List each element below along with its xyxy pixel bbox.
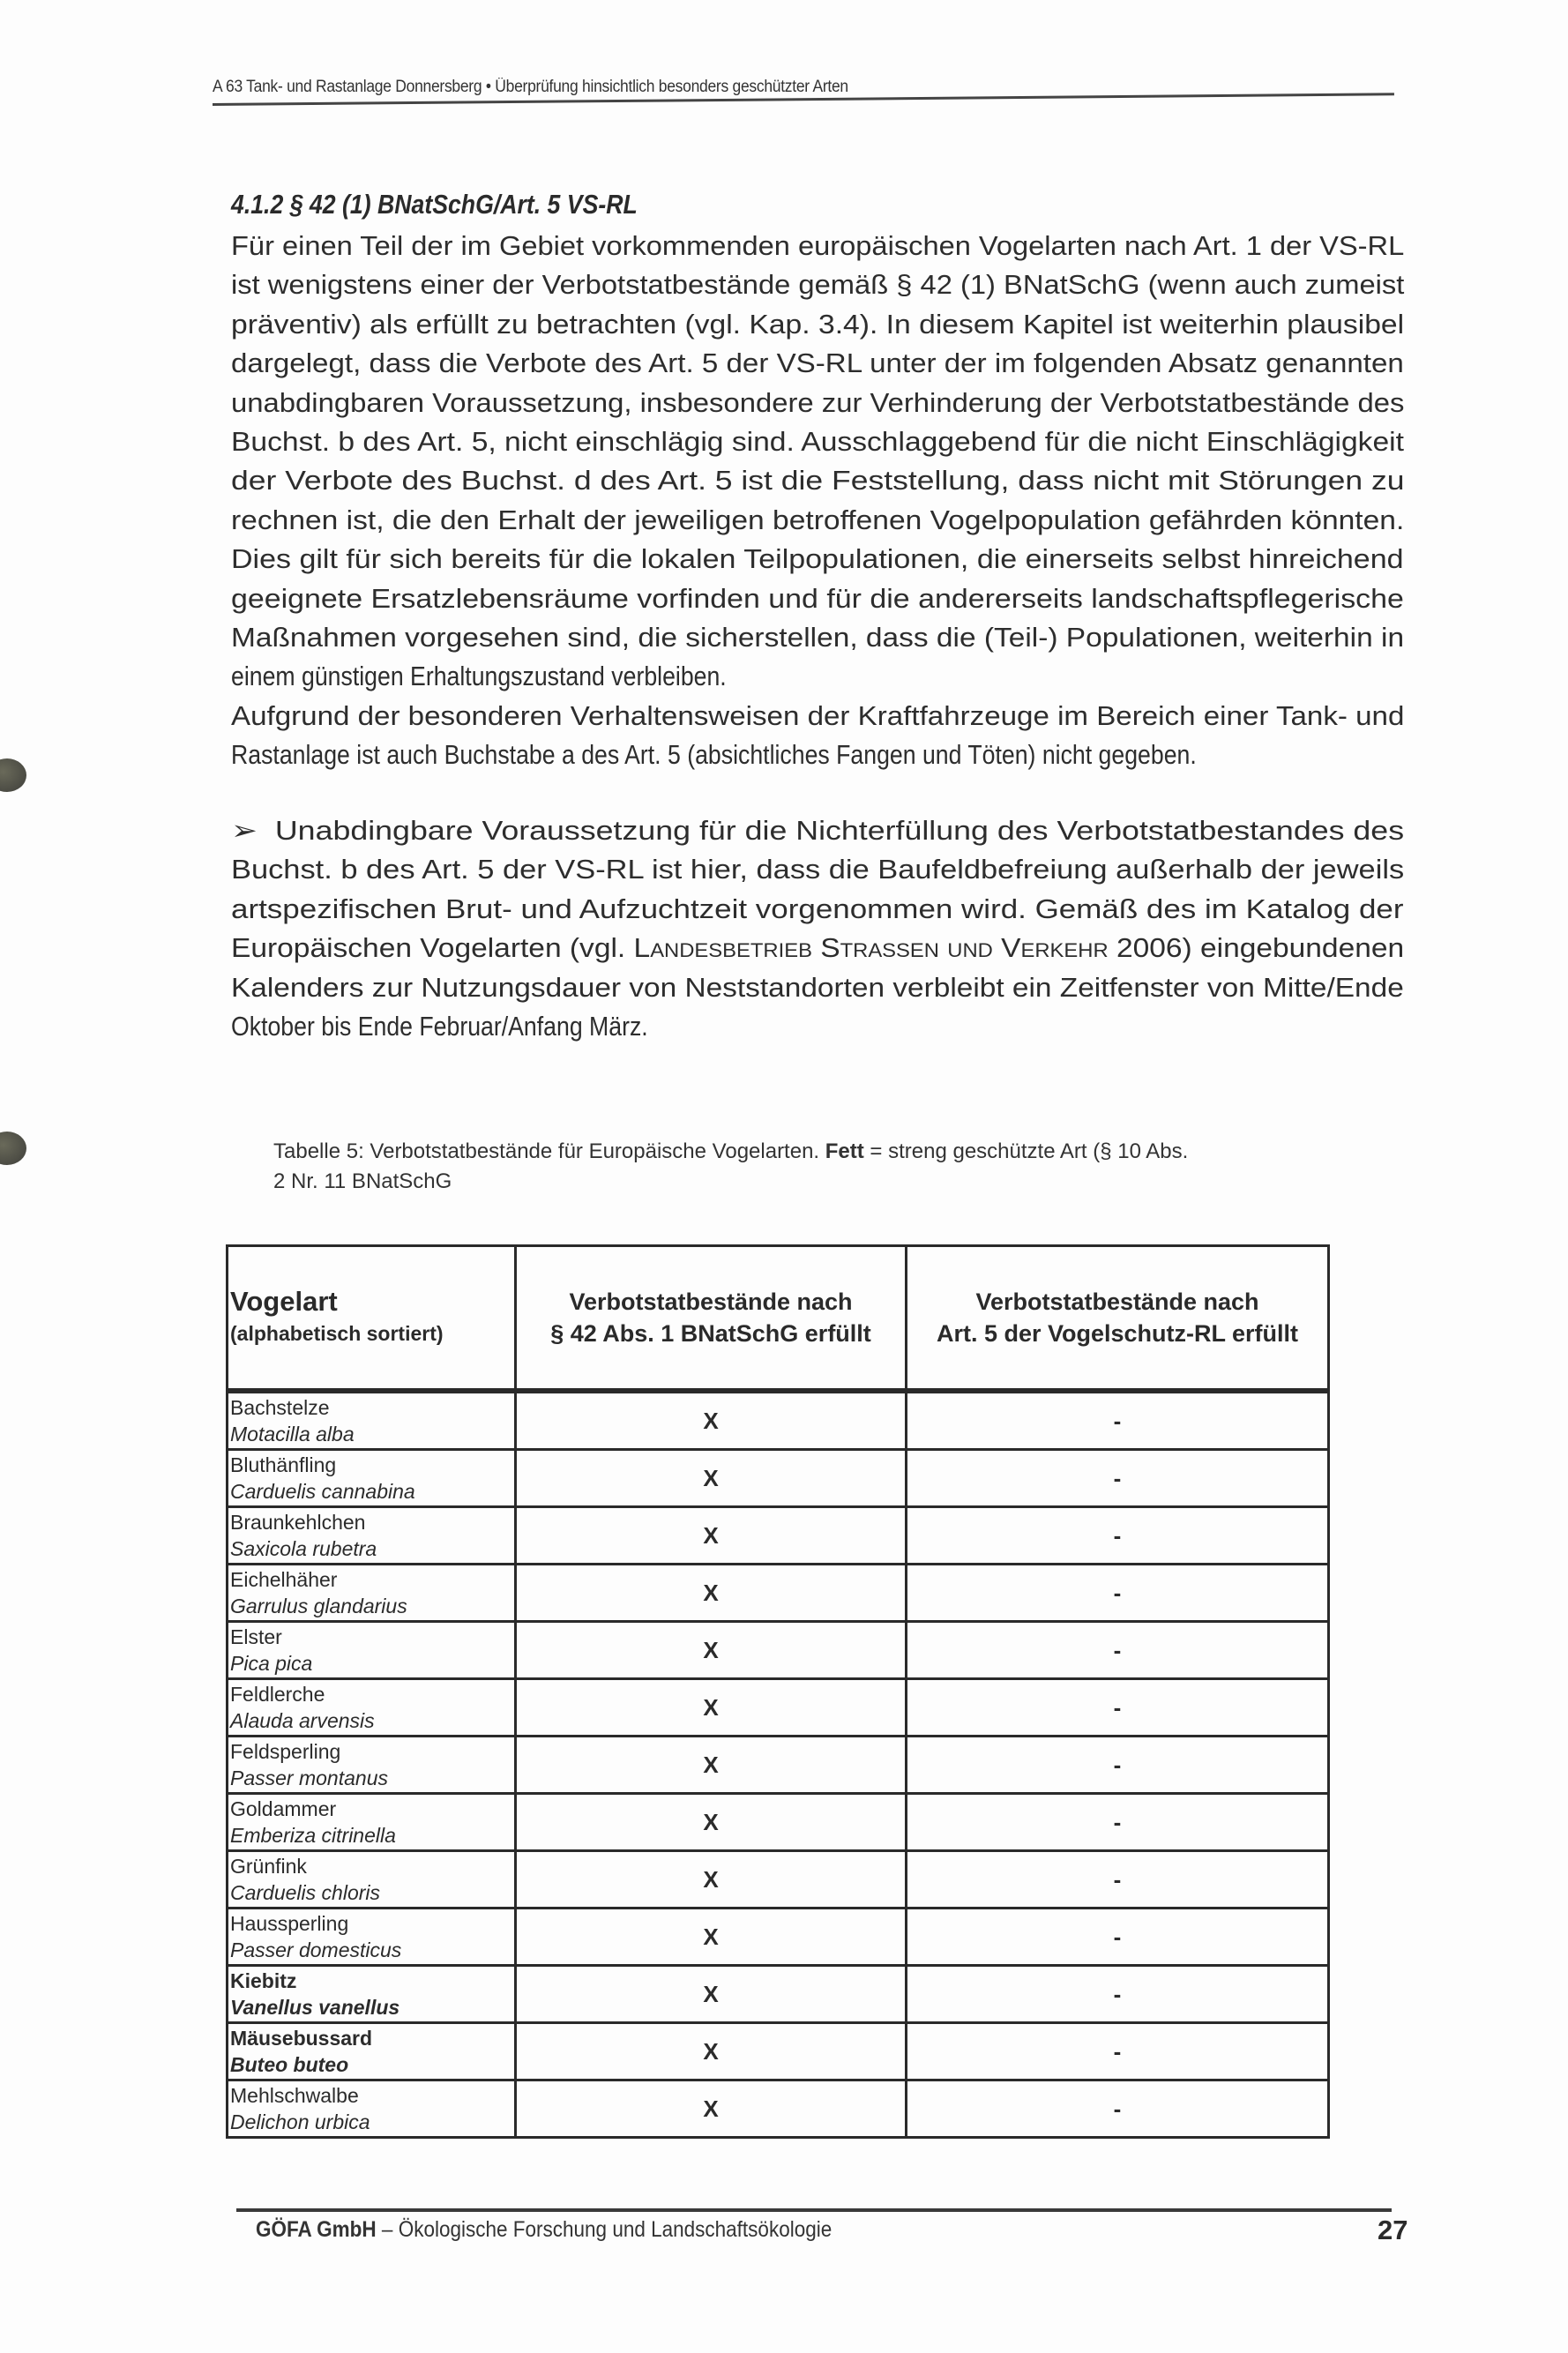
bnatschg-status: X <box>516 1851 907 1909</box>
species-latin-name: Delichon urbica <box>230 2110 370 2133</box>
paragraph-main-line-12: einem günstigen Erhaltungszustand verbleiben. <box>231 661 727 692</box>
species-latin-name: Garrulus glandarius <box>230 1595 407 1617</box>
paragraph-main-line-9: Dies gilt für sich bereits für die lokalen Teilpopulationen, die einerseits selbst hinreichend <box>231 543 1404 575</box>
vsrl-status: - <box>907 1391 1329 1450</box>
species-latin-name: Buteo buteo <box>230 2053 349 2076</box>
footer: GÖFA GmbH – Ökologische Forschung und Landschaftsökologie <box>256 2217 833 2242</box>
bullet-line-4: Europäischen Vogelarten (vgl. Landesbetrieb Straßen und Verkehr 2006) eingebundenen <box>231 932 1405 964</box>
paragraph-main-line-2: ist wenigstens einer der Verbotstatbestände gemäß § 42 (1) BNatSchG (wenn auch zumeist <box>231 269 1405 301</box>
species-german-name: Bachstelze <box>230 1396 330 1419</box>
table-caption: Tabelle 5: Verbotstatbestände für Europäische Vogelarten. Fett = streng geschützte Art (§ 10 Abs. 2 Nr. 11 BNatSchG <box>273 1139 1189 1193</box>
species-german-name: Bluthänfling <box>230 1453 337 1476</box>
footer-rule <box>236 2208 1392 2212</box>
species-german-name: Kiebitz <box>230 1969 297 1992</box>
vsrl-status: - <box>907 2080 1329 2138</box>
paragraph-main-line-7: der Verbote des Buchst. d des Art. 5 ist die Feststellung, dass nicht mit Störungen zu <box>231 465 1405 497</box>
section-heading: 4.1.2 § 42 (1) BNatSchG/Art. 5 VS-RL <box>231 189 638 220</box>
species-latin-name: Motacilla alba <box>230 1423 355 1445</box>
bullet-line-5: Kalenders zur Nutzungsdauer von Neststandorten verbleibt ein Zeitfenster von Mitte/Ende <box>231 971 1404 1003</box>
species-german-name: Eichelhäher <box>230 1568 338 1591</box>
bnatschg-status: X <box>516 1391 907 1450</box>
bnatschg-status: X <box>516 1737 907 1794</box>
paragraph-vehicles <box>231 697 1404 775</box>
species-cell <box>228 1622 516 1679</box>
bnatschg-status: X <box>516 1507 907 1565</box>
species-latin-name: Carduelis cannabina <box>230 1480 415 1503</box>
paragraph-vehicles-line-1: Aufgrund der besonderen Verhaltensweisen der Kraftfahrzeuge im Bereich einer Tank- und <box>231 700 1405 731</box>
table-row <box>228 1679 1329 1737</box>
table-row <box>228 1507 1329 1565</box>
vsrl-status: - <box>907 1851 1329 1909</box>
paragraph-main-line-5: unabdingbaren Voraussetzung, insbesondere zur Verhinderung der Verbotstatbestände des <box>231 386 1405 418</box>
table-row <box>228 1450 1329 1507</box>
bnatschg-status: X <box>516 1565 907 1622</box>
table-row <box>228 2023 1329 2080</box>
bullet-line-2: Buchst. b des Art. 5 der VS-RL ist hier, dass die Baufeldbefreiung außerhalb der jeweils <box>231 854 1405 885</box>
paragraph-main-line-8: rechnen ist, die den Erhalt der jeweiligen betroffenen Vogelpopulation gefährden könnten. <box>231 504 1405 535</box>
species-cell <box>228 1507 516 1565</box>
bnatschg-status: X <box>516 2023 907 2080</box>
bnatschg-status: X <box>516 1450 907 1507</box>
species-german-name: Mäusebussard <box>230 2027 373 2050</box>
bullet-line-1: ➢ Unabdingbare Voraussetzung für die Nichterfüllung des Verbotstatbestandes des <box>231 815 1405 846</box>
vsrl-status: - <box>907 1966 1329 2023</box>
bullet-requirement <box>231 811 1404 1046</box>
header-bnatschg: Verbotstatbestände nach § 42 Abs. 1 BNatSchG erfüllt <box>516 1246 907 1392</box>
species-cell <box>228 1565 516 1622</box>
species-latin-name: Pica pica <box>230 1652 313 1675</box>
bnatschg-status: X <box>516 1622 907 1679</box>
header-species: Vogelart (alphabetisch sortiert) <box>228 1246 516 1392</box>
vsrl-status: - <box>907 1622 1329 1679</box>
paragraph-main-line-10: geeignete Ersatzlebensräume vorfinden und für die andererseits landschaftspflegerische <box>231 582 1404 614</box>
species-cell <box>228 1391 516 1450</box>
table-row <box>228 1966 1329 2023</box>
vsrl-status: - <box>907 1450 1329 1507</box>
table-header-row <box>228 1246 1329 1392</box>
species-latin-name: Emberiza citrinella <box>230 1824 396 1847</box>
species-cell <box>228 1737 516 1794</box>
vsrl-status: - <box>907 1507 1329 1565</box>
punch-hole-top <box>0 758 26 792</box>
citation-author: Landesbetrieb Straßen und Verkehr <box>633 932 1109 964</box>
table-row <box>228 1851 1329 1909</box>
paragraph-main-line-3: präventiv) als erfüllt zu betrachten (vgl. Kap. 3.4). In diesem Kapitel ist weiterhin plausibel <box>231 308 1405 340</box>
vsrl-status: - <box>907 1737 1329 1794</box>
paragraph-main <box>231 227 1404 697</box>
species-german-name: Mehlschwalbe <box>230 2084 359 2107</box>
species-latin-name: Saxicola rubetra <box>230 1537 377 1560</box>
punch-hole-bottom <box>0 1132 26 1165</box>
species-german-name: Goldammer <box>230 1797 337 1820</box>
header-vsrl: Verbotstatbestände nach Art. 5 der Vogelschutz-RL erfüllt <box>907 1246 1329 1392</box>
species-latin-name: Passer montanus <box>230 1767 388 1789</box>
species-german-name: Braunkehlchen <box>230 1511 366 1534</box>
species-cell <box>228 1909 516 1966</box>
species-cell <box>228 2023 516 2080</box>
species-latin-name: Alauda arvensis <box>230 1709 375 1732</box>
species-latin-name: Passer domesticus <box>230 1938 402 1961</box>
paragraph-main-line-11: Maßnahmen vorgesehen sind, die sicherstellen, dass die (Teil-) Populationen, weiterhin in <box>231 622 1405 654</box>
species-cell <box>228 1450 516 1507</box>
bnatschg-status: X <box>516 1909 907 1966</box>
caption-bold-key: Fett <box>825 1139 864 1163</box>
paragraph-main-line-1: Für einen Teil der im Gebiet vorkommenden europäischen Vogelarten nach Art. 1 der VS-RL <box>231 230 1405 261</box>
page-number: 27 <box>1378 2215 1408 2245</box>
table-row <box>228 1565 1329 1622</box>
species-german-name: Feldsperling <box>230 1740 341 1763</box>
vsrl-status: - <box>907 1679 1329 1737</box>
table-row <box>228 1737 1329 1794</box>
species-cell <box>228 1966 516 2023</box>
species-german-name: Grünfink <box>230 1855 307 1878</box>
bullet-line-6: Oktober bis Ende Februar/Anfang März. <box>231 1011 648 1042</box>
species-cell <box>228 2080 516 2138</box>
bullet-line-3: artspezifischen Brut- und Aufzuchtzeit vorgenommen wird. Gemäß des im Katalog der <box>231 893 1404 924</box>
vsrl-status: - <box>907 2023 1329 2080</box>
bnatschg-status: X <box>516 1679 907 1737</box>
table-row <box>228 1794 1329 1851</box>
bnatschg-status: X <box>516 1794 907 1851</box>
table-row <box>228 2080 1329 2138</box>
table-row <box>228 1909 1329 1966</box>
vsrl-status: - <box>907 1794 1329 1851</box>
bnatschg-status: X <box>516 1966 907 2023</box>
vsrl-status: - <box>907 1909 1329 1966</box>
paragraph-vehicles-line-2: Rastanlage ist auch Buchstabe a des Art. 5 (absichtliches Fangen und Töten) nicht gegeben. <box>231 739 1197 771</box>
species-german-name: Feldlerche <box>230 1683 325 1706</box>
species-cell <box>228 1851 516 1909</box>
table-row <box>228 1391 1329 1450</box>
species-cell <box>228 1679 516 1737</box>
table-row <box>228 1622 1329 1679</box>
vsrl-status: - <box>907 1565 1329 1622</box>
running-header: A 63 Tank- und Rastanlage Donnersberg • Überprüfung hinsichtlich besonders geschützter Arten <box>213 78 848 96</box>
species-latin-name: Carduelis chloris <box>230 1881 381 1904</box>
species-german-name: Elster <box>230 1625 282 1648</box>
species-cell <box>228 1794 516 1851</box>
species-latin-name: Vanellus vanellus <box>230 1996 400 2019</box>
species-german-name: Haussperling <box>230 1912 349 1935</box>
paragraph-main-line-6: Buchst. b des Art. 5, nicht einschlägig sind. Ausschlaggebend für die nicht Einschlägigkeit <box>231 426 1404 458</box>
bnatschg-status: X <box>516 2080 907 2138</box>
bullet-arrow-icon: ➢ <box>231 815 258 846</box>
bird-species-table <box>226 1244 1330 2139</box>
paragraph-main-line-4: dargelegt, dass die Verbote des Art. 5 der VS-RL unter der im folgenden Absatz genannten <box>231 347 1404 379</box>
